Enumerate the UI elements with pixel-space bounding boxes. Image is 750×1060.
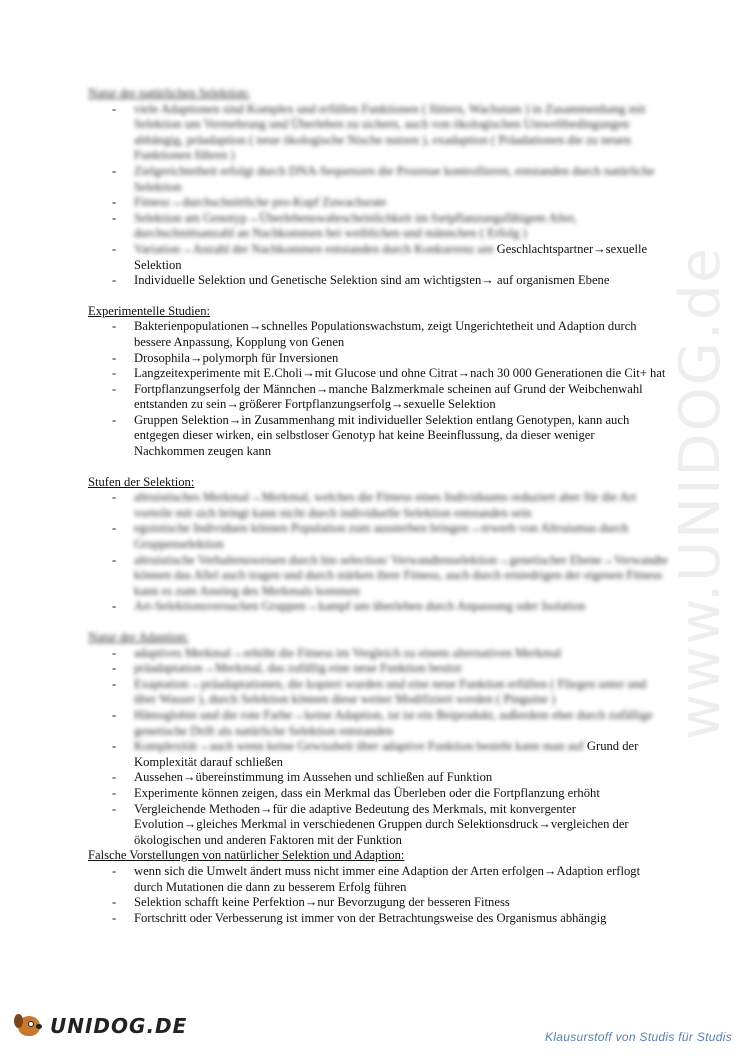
list-item <box>88 770 668 786</box>
bullet-list <box>88 646 668 849</box>
list-item-text: Aussehen→übereinstimmung im Aussehen und schließen auf Funktion <box>134 770 493 785</box>
list-item-text: Individuelle Selektion und Genetische Selektion sind am wichtigsten→ auf organismen Ebene <box>134 273 610 288</box>
list-item-text: Art-Selektionsversuchen Gruppen→kampf um überleben durch Anpassung oder Isolation <box>134 599 586 614</box>
list-item-text: egoistische Individuen können Population zum aussterben bringen→erwerb von Altruismus durch Gruppenselektion <box>134 521 629 552</box>
list-item-text: Komplexität→auch wenn keine Gewissheit über adaptive Funktion besteht kann man auf <box>134 739 584 754</box>
list-item-text: Selektion schafft keine Perfektion→nur Bevorzugung der besseren Fitness <box>134 895 510 910</box>
list-item <box>88 211 668 242</box>
list-item <box>88 242 668 273</box>
list-item <box>88 599 668 615</box>
list-item <box>88 786 668 802</box>
list-item-text: Zielgerichtetheit erfolgt durch DNA-Sequenzen die Prozesse kontrollieren, entstanden durch natürliche Selektion <box>134 163 655 194</box>
section-heading: Experimentelle Studien: <box>88 303 211 318</box>
unidog-logo[interactable] <box>14 1010 187 1042</box>
section <box>88 630 668 848</box>
bullet-list <box>88 490 668 615</box>
list-item <box>88 677 668 708</box>
list-item-text: Variation→Anzahl der Nachkommen entstanden durch Konkurrenz um <box>134 241 494 256</box>
document-content <box>88 86 668 926</box>
watermark: www.UNIDOG.de <box>668 246 733 740</box>
list-item-text: Drosophila→polymorph für Inversionen <box>134 350 339 365</box>
list-item <box>88 319 668 350</box>
list-item <box>88 739 668 770</box>
list-item <box>88 521 668 552</box>
list-item <box>88 102 668 164</box>
list-item <box>88 490 668 521</box>
list-item <box>88 895 668 911</box>
list-item-text: Vergleichende Methoden→für die adaptive Bedeutung des Merkmals, mit konvergenter Evolution→gleiches Merkmal in verschiedenen Gruppen durch Selektionsdruck→vergleichen der ökologischen und anderen Faktoren mit der Funktion <box>134 801 629 847</box>
list-item <box>88 553 668 600</box>
section-gap <box>88 460 668 475</box>
list-item <box>88 164 668 195</box>
list-item-text: adaptives Merkmal→erhöht die Fitness im Vergleich zu einem alternativen Merkmal <box>134 645 562 660</box>
bullet-list <box>88 864 668 926</box>
list-item-continuation: Geschlachtspartner→sexuelle Selektion <box>134 241 648 272</box>
list-item <box>88 382 668 413</box>
list-item-text: Gruppen Selektion→in Zusammenhang mit individueller Selektion entlang Genotypen, kann auch entgegen dieser wirken, ein selbstloser Genotyp hat keine Beeinflussung, da dieser weniger Nachkommen zeugen kann <box>134 412 630 459</box>
list-item <box>88 661 668 677</box>
list-item <box>88 802 668 849</box>
list-item <box>88 413 668 460</box>
list-item-text: Langzeitexperimente mit E.Choli→mit Glucose und ohne Citrat→nach 30 000 Generationen die Cit+ hat <box>134 366 666 381</box>
list-item <box>88 646 668 662</box>
list-item-continuation: Grund der Komplexität darauf schließen <box>134 739 639 769</box>
bullet-list <box>88 102 668 289</box>
list-item-text: Fortpflanzungserfolg der Männchen→manche Balzmerkmale scheinen auf Grund der Weibchenwahl entstanden zu sein→größerer Fortpflanzungserfolg→sexuelle Selektion <box>134 381 643 412</box>
logo-text: UNIDOG.DE <box>50 1014 188 1038</box>
section-heading: Stufen der Selektion: <box>88 474 195 489</box>
list-item <box>88 708 668 739</box>
section-heading: Natur der natürlichen Selektion: <box>88 86 250 100</box>
footer-slogan: Klausurstoff von Studis für Studis <box>545 1030 732 1044</box>
list-item-text: Hämoglobin und die rote Farbe→keine Adaption, ist ist ein Beiprodukt, außerdem eher durch zufällige genetische Drift als natürliche Selektion entstanden <box>134 707 653 738</box>
list-item-text: altruistisches Merkmal→Merkmal, welches die Fitness eines Individuums reduziert aber für die Art vorteile mit sich bringt kann nicht durch individuelle Selektion entstanden sein <box>134 490 637 520</box>
list-item <box>88 273 668 289</box>
list-item <box>88 195 668 211</box>
list-item-text: Bakterienpopulationen→schnelles Populationswachstum, zeigt Ungerichtetheit und Adaption durch bessere Anpassung, Kopplung von Genen <box>134 319 637 349</box>
list-item-text: Selektion am Genotyp→Überlebenswahrscheinlichkeit im fortpflanzungsfähigem Alter, durchschnittsanzahl an Nachkommen bei weiblichen und männchen ( Erfolg ) <box>134 210 577 241</box>
list-item-text: Experimente können zeigen, dass ein Merkmal das Überleben oder die Fortpflanzung erhöht <box>134 785 600 800</box>
list-item <box>88 864 668 895</box>
section <box>88 304 668 460</box>
list-item <box>88 351 668 367</box>
list-item-text: altruistische Verhaltensweisen durch hin selection/ Verwandtenselektion→genetischer Ebene→Verwandte können das Allel auch tragen und durch stärken ihrer Fitness, auch durch erniedrigen der eigenen Fitness kann es zum Anstieg des Merkmals kommen <box>134 552 668 598</box>
section <box>88 475 668 615</box>
list-item <box>88 911 668 927</box>
section <box>88 848 668 926</box>
list-item-text: viele Adaptionen sind Komplex und erfüllen Funktionen ( füttern, Wachstum ) in Zusammenhang mit Selektion um Vermehrung und Überleben zu sichern, auch von ökologischen Umweltbedingungen abhängig, präadaption ( neue ökologische Nische nutzen ), exadaption ( Präadationen die zu neuen Funktionen führen ) <box>134 101 646 163</box>
list-item-text: wenn sich die Umwelt ändert muss nicht immer eine Adaption der Arten erfolgen→Adaption erflogt durch Mutationen die dann zu besserem Erfolg führen <box>134 863 641 894</box>
list-item <box>88 366 668 382</box>
list-item-text: Fortschritt oder Verbesserung ist immer von der Betrachtungsweise des Organismus abhängig <box>134 910 607 925</box>
section <box>88 86 668 289</box>
list-item-text: Exaptation→präadaptationen, die kopiert wurden und eine neue Funktion erfüllen ( Fliegen unter und über Wasser ), durch Selektion können diese weiter Modifiziert werden ( Pinguine ) <box>134 676 647 707</box>
section-heading: Natur der Adaption: <box>88 630 189 644</box>
section-gap <box>88 615 668 630</box>
section-gap <box>88 289 668 304</box>
section-heading: Falsche Vorstellungen von natürlicher Selektion und Adaption: <box>88 848 405 863</box>
dog-mascot-icon <box>14 1010 46 1042</box>
list-item-text: Fitness→durchschnittliche pro-Kopf Zuwachsrate <box>134 195 387 210</box>
list-item-text: präadaptation→Merkmal, das zufällig eine neue Funktion besitzt <box>134 661 462 676</box>
bullet-list <box>88 319 668 459</box>
